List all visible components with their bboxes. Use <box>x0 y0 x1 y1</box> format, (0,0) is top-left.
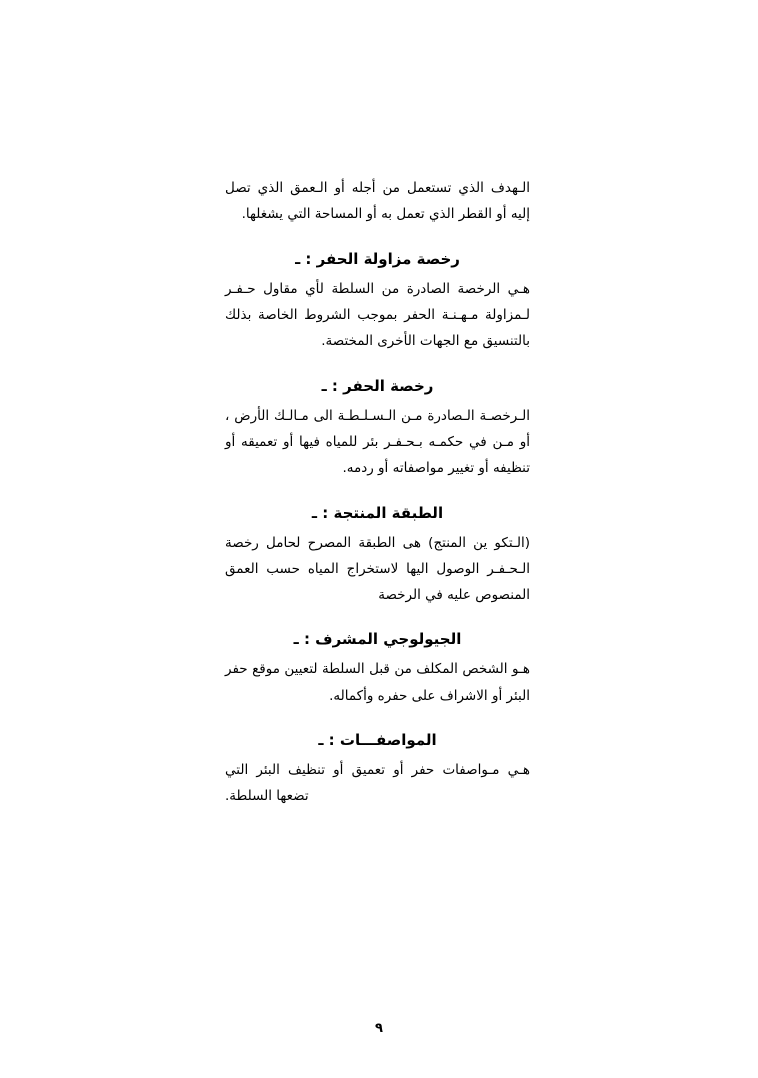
section-supervising-geologist <box>225 630 530 709</box>
section-specifications <box>225 731 530 810</box>
section-heading: الطبقة المنتجة : ـ <box>311 503 444 522</box>
section-drilling-license <box>225 377 530 482</box>
section-body: هـي مـواصفات حفر أو تعميق أو تنظيف البئر التي تضعها السلطة. <box>225 762 530 805</box>
section-body: الـرخصـة الـصادرة مـن الـسـلـطـة الى مـالـك الأرض ، أو مـن في حكمـه بـحـفـر بئر للمياه فيها أو تعميقه أو تنظيفه أو تغيير مواصفاته أو ردمه. <box>225 407 530 477</box>
page-content <box>225 175 530 816</box>
page-number: ٩ <box>375 1021 383 1036</box>
section-body: هـو الشخص المكلف من قبل السلطة لتعيين موقع حفر البئر أو الاشراف على حفره وأكماله. <box>225 661 530 704</box>
section-heading: المواصفـــات : ـ <box>318 731 437 750</box>
section-heading: رخصة الحفر : ـ <box>321 376 434 395</box>
section-heading: الجيولوجي المشرف : ـ <box>293 630 462 649</box>
section-body: (الـتكو ين المنتج) هى الطبقة المصرح لحامل رخصة الـحـفـر الوصول اليها لاستخراج المياه حسب العمق المنصوص عليه في الرخصة <box>225 534 530 604</box>
intro-paragraph: الـهدف الذي تستعمل من أجله أو الـعمق الذي تصل إليه أو القطر الذي تعمل به أو المساحة التي يشغلها. <box>225 180 530 223</box>
section-producing-layer <box>225 504 530 609</box>
section-body: هـي الرخصة الصادرة من السلطة لأي مقاول حـفـر لـمزاولة مـهـنـة الحفر بموجب الشروط الخاصة بذلك بالتنسيق مع الجهات الأخرى المختصة. <box>225 280 530 350</box>
section-heading: رخصة مزاولة الحفر : ـ <box>295 249 460 268</box>
section-drilling-practice-license <box>225 250 530 355</box>
